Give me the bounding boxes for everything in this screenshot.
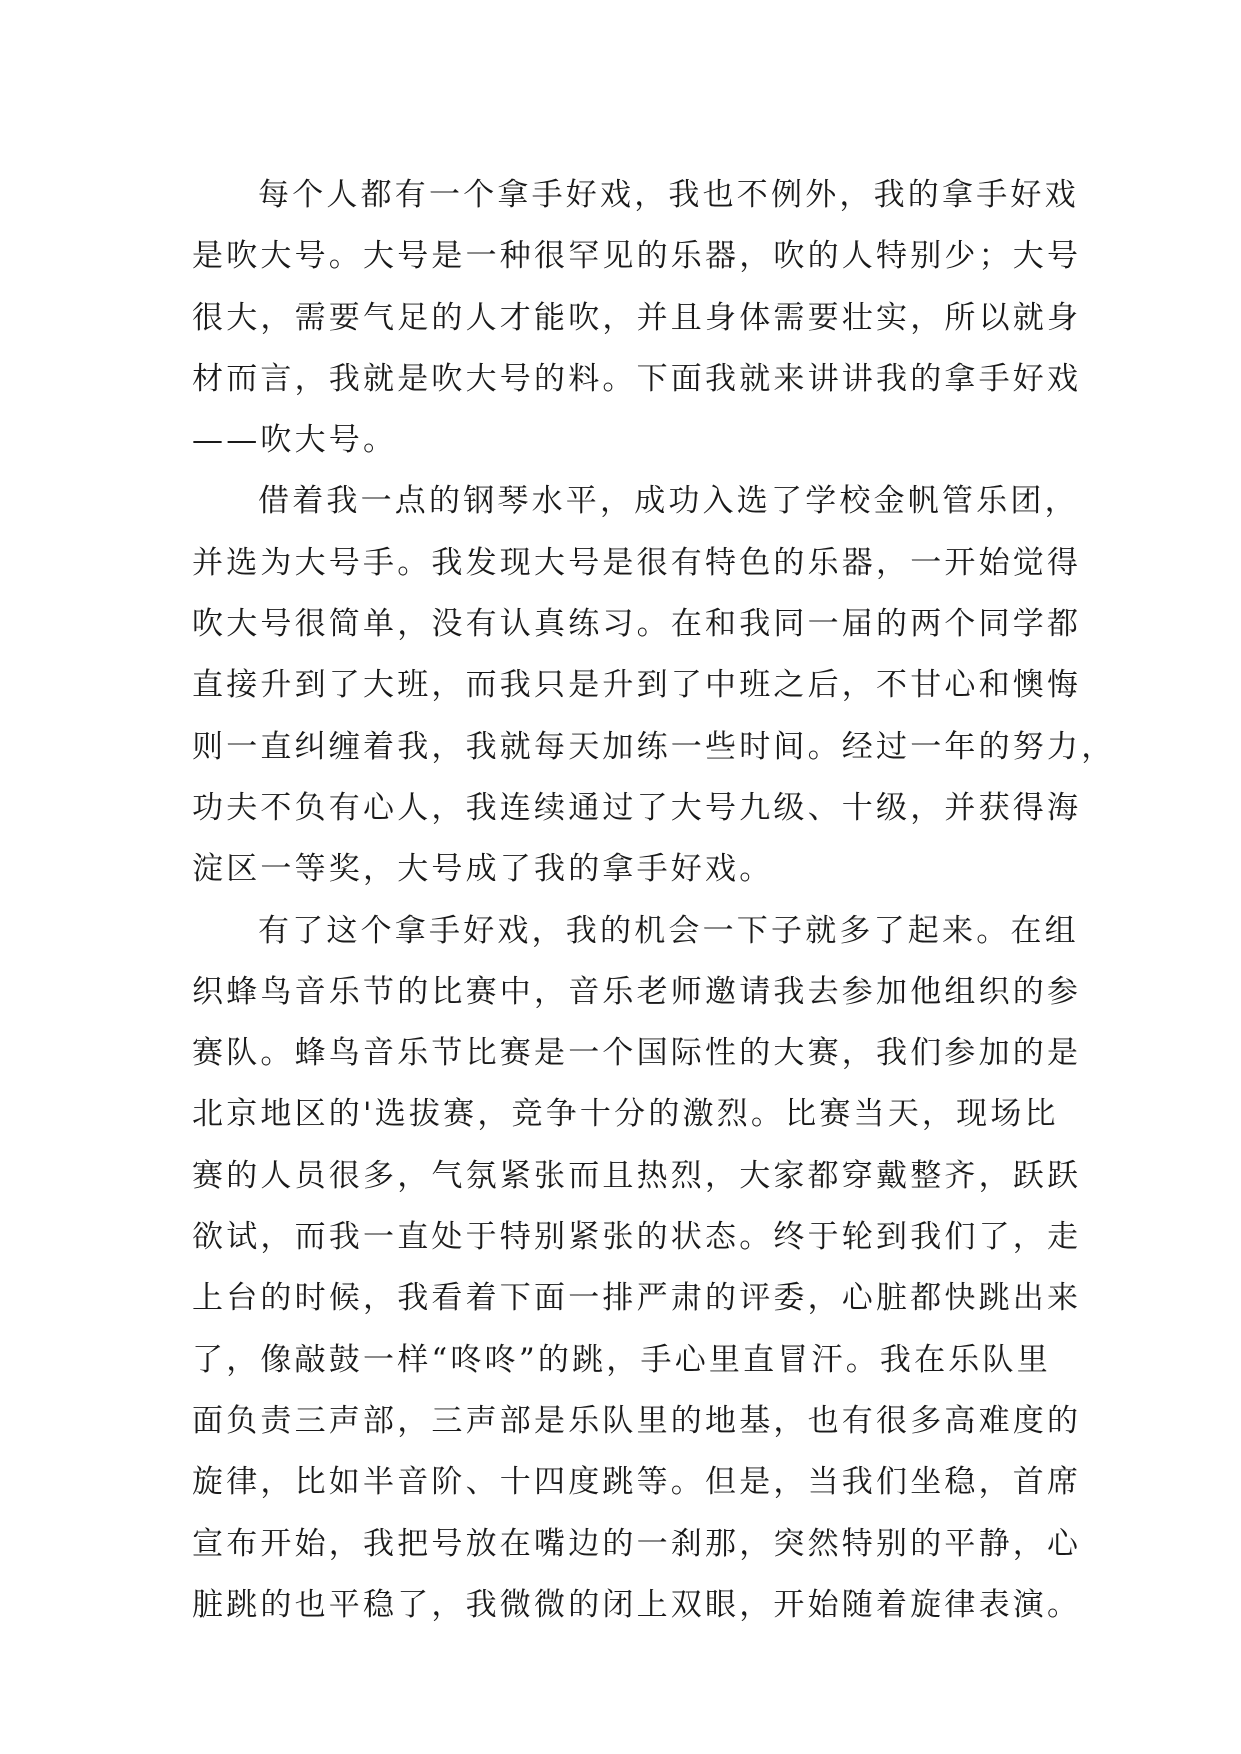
paragraph-3 [192,901,1082,1637]
text-line: 吹大号很简单，没有认真练习。在和我同一届的两个同学都 [192,606,1082,643]
text-line: ——吹大号。 [192,422,398,459]
text-line: 赛队。蜂鸟音乐节比赛是一个国际性的大赛，我们参加的是 [192,1035,1082,1072]
text-line: 材而言，我就是吹大号的料。下面我就来讲讲我的拿手好戏 [192,360,1082,397]
text-line: 宣布开始，我把号放在嘴边的一刹那，突然特别的平静，心 [192,1525,1082,1562]
text-line: 面负责三声部，三声部是乐队里的地基，也有很多高难度的 [192,1402,1082,1439]
text-line: 每个人都有一个拿手好戏，我也不例外，我的拿手好戏 [258,177,1079,213]
text-line: 功夫不负有心人，我连续通过了大号九级、十级，并获得海 [192,789,1082,826]
text-line: 有了这个拿手好戏，我的机会一下子就多了起来。在组 [258,912,1079,949]
text-line: 淀区一等奖，大号成了我的拿手好戏。 [192,851,774,888]
text-line: 旋律，比如半音阶、十四度跳等。但是，当我们坐稳，首席 [192,1464,1082,1501]
text-line: 脏跳的也平稳了，我微微的闭上双眼，开始随着旋律表演。 [192,1586,1082,1623]
text-line: 欲试，而我一直处于特别紧张的状态。终于轮到我们了，走 [192,1219,1082,1256]
text-line: 很大，需要气足的人才能吹，并且身体需要壮实，所以就身 [192,299,1082,336]
text-line: 直接升到了大班，而我只是升到了中班之后，不甘心和懊悔 [192,667,1082,704]
paragraph-2 [192,471,1116,900]
text-line: 并选为大号手。我发现大号是很有特色的乐器，一开始觉得 [192,544,1082,581]
text-line: 赛的人员很多，气氛紧张而且热烈，大家都穿戴整齐，跃跃 [192,1157,1082,1194]
text-line: 是吹大号。大号是一种很罕见的乐器，吹的人特别少；大号 [192,238,1082,275]
paragraph-1 [192,165,1082,471]
text-line: 借着我一点的钢琴水平，成功入选了学校金帆管乐团， [258,483,1079,520]
text-line: 则一直纠缠着我，我就每天加练一些时间。经过一年的努力， [192,728,1116,765]
text-line: 了，像敲鼓一样“咚咚”的跳，手心里直冒汗。我在乐队里 [192,1341,1051,1378]
text-line: 北京地区的'选拔赛，竞争十分的激烈。比赛当天，现场比 [192,1096,1059,1133]
essay-body [192,165,1116,1636]
text-line: 织蜂鸟音乐节的比赛中，音乐老师邀请我去参加他组织的参 [192,973,1082,1010]
text-line: 上台的时候，我看着下面一排严肃的评委，心脏都快跳出来 [192,1280,1082,1317]
